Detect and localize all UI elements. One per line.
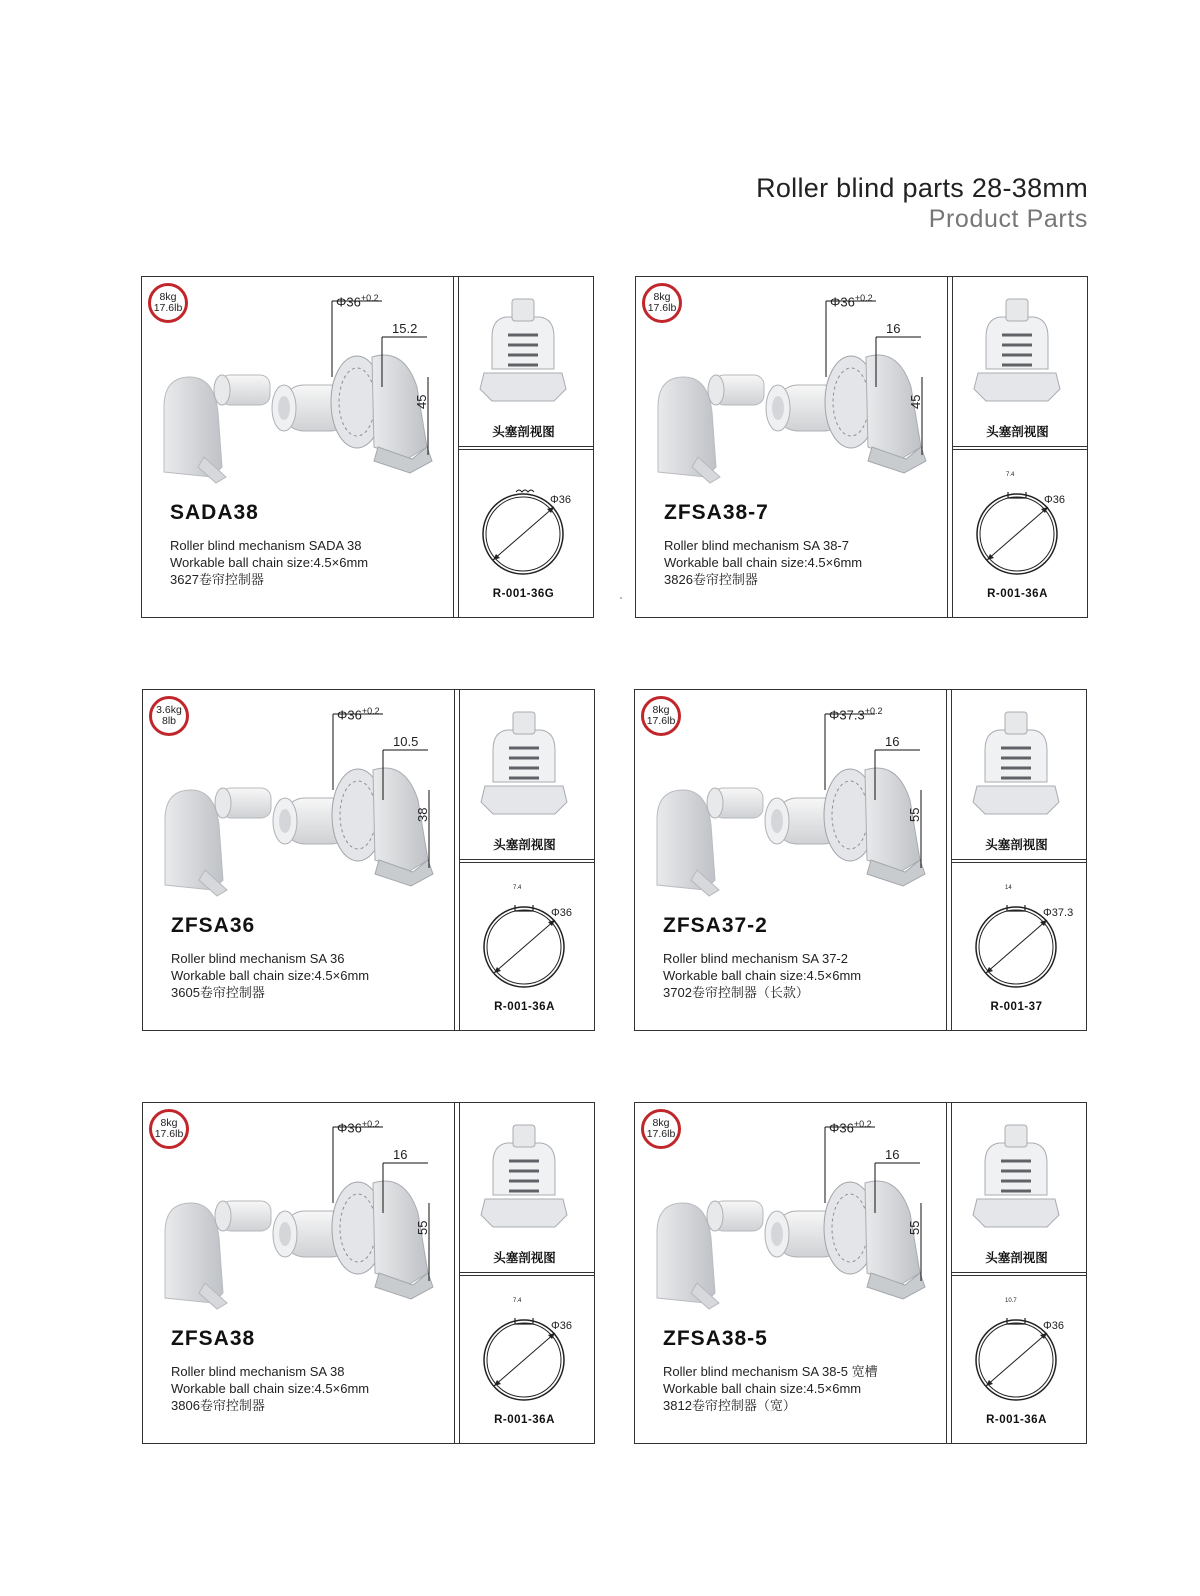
model-description <box>171 1363 369 1414</box>
tube-code: R-001-36A <box>494 1414 555 1426</box>
dimension-annotations <box>636 277 948 497</box>
tube-profile-panel <box>947 863 1086 1030</box>
product-main-panel <box>636 277 948 617</box>
chain-size-line: Workable ball chain size:4.5×6mm <box>170 555 369 570</box>
width-dimension: 15.2 <box>392 321 418 336</box>
model-name: ZFSA38-7 <box>664 501 769 524</box>
product-card <box>142 1102 595 1444</box>
slot-width-label: 14 <box>1005 885 1012 891</box>
dimension-annotations <box>635 1103 947 1323</box>
product-main-panel <box>143 690 455 1030</box>
model-name: ZFSA38 <box>171 1327 256 1350</box>
model-name: ZFSA38-5 <box>663 1327 768 1350</box>
badge-lb: 17.6lb <box>153 302 183 314</box>
description-line: Roller blind mechanism SA 38-5 宽槽 <box>663 1364 878 1379</box>
tube-code: R-001-36A <box>494 1001 555 1013</box>
width-dimension: 16 <box>885 1147 900 1162</box>
diameter-label: $\Phi 36^{+0.2}$ <box>830 293 873 310</box>
diameter-label: $\Phi 36^{+0.2}$ <box>337 706 380 723</box>
product-main-panel <box>143 1103 455 1443</box>
height-dimension: 55 <box>415 1220 430 1235</box>
plug-section-panel <box>455 690 594 860</box>
page-subtitle: Product Parts <box>928 205 1088 233</box>
chinese-name-line: 3812卷帘控制器（宽） <box>663 1398 796 1413</box>
plug-section-panel <box>947 1103 1086 1273</box>
model-description <box>663 950 861 1001</box>
description-line: Roller blind mechanism SA 38-7 <box>664 538 849 553</box>
model-description <box>171 950 369 1001</box>
badge-kg: 8kg <box>160 1117 178 1129</box>
page-header <box>756 172 1088 234</box>
dimension-annotations <box>142 277 454 497</box>
chain-size-line: Workable ball chain size:4.5×6mm <box>663 1381 862 1396</box>
product-card <box>634 1102 1087 1444</box>
badge-lb: 17.6lb <box>647 302 677 314</box>
badge-kg: 8kg <box>652 704 670 716</box>
badge-lb: 17.6lb <box>646 715 676 727</box>
section-label: 头塞剖视图 <box>493 1251 556 1265</box>
section-label: 头塞剖视图 <box>985 1251 1048 1265</box>
plug-section-panel <box>948 277 1087 447</box>
badge-kg: 8kg <box>653 291 671 303</box>
chinese-name-line: 3826卷帘控制器 <box>664 572 758 587</box>
slot-width-label: 7.4 <box>1006 472 1015 478</box>
tube-code: R-001-36A <box>987 588 1048 600</box>
section-label: 头塞剖视图 <box>492 425 555 439</box>
width-dimension: 16 <box>886 321 901 336</box>
chain-size-line: Workable ball chain size:4.5×6mm <box>663 968 862 983</box>
description-line: Roller blind mechanism SADA 38 <box>170 538 362 553</box>
height-dimension: 38 <box>415 807 430 822</box>
diameter-label: $\Phi 36^{+0.2}$ <box>337 1119 380 1136</box>
chinese-name-line: 3702卷帘控制器（长款） <box>663 985 809 1000</box>
chain-size-line: Workable ball chain size:4.5×6mm <box>664 555 863 570</box>
tube-profile-panel <box>948 450 1087 617</box>
tube-diameter-label: Φ36 <box>550 494 572 506</box>
dimension-annotations <box>143 1103 455 1323</box>
tube-profile-panel <box>947 1276 1086 1443</box>
chinese-name-line: 3605卷帘控制器 <box>171 985 265 1000</box>
description-line: Roller blind mechanism SA 36 <box>171 951 345 966</box>
width-dimension: 10.5 <box>393 734 419 749</box>
chain-size-line: Workable ball chain size:4.5×6mm <box>171 968 370 983</box>
plug-section-panel <box>455 1103 594 1273</box>
height-dimension: 55 <box>907 1220 922 1235</box>
tube-diameter-label: Φ36 <box>551 1320 573 1332</box>
tube-profile-panel <box>454 450 593 617</box>
model-name: SADA38 <box>170 501 259 524</box>
slot-width-label: 7.4 <box>513 1298 522 1304</box>
chinese-name-line: 3806卷帘控制器 <box>171 1398 265 1413</box>
product-main-panel <box>635 690 947 1030</box>
tube-code: R-001-36A <box>986 1414 1047 1426</box>
diameter-label: $\Phi 36^{+0.2}$ <box>336 293 379 310</box>
width-dimension: 16 <box>393 1147 408 1162</box>
stray-dot <box>620 597 622 599</box>
product-main-panel <box>142 277 454 617</box>
product-main-panel <box>635 1103 947 1443</box>
badge-kg: 8kg <box>159 291 177 303</box>
plug-section-panel <box>947 690 1086 860</box>
section-label: 头塞剖视图 <box>985 838 1048 852</box>
diameter-label: $\Phi 36^{+0.2}$ <box>829 1119 872 1136</box>
badge-kg: 8kg <box>652 1117 670 1129</box>
height-dimension: 45 <box>908 394 923 409</box>
model-name: ZFSA37-2 <box>663 914 768 937</box>
dimension-annotations <box>635 690 947 910</box>
tube-code: R-001-37 <box>990 1001 1043 1013</box>
tube-diameter-label: Φ37.3 <box>1043 907 1074 919</box>
product-card <box>142 689 595 1031</box>
height-dimension: 45 <box>414 394 429 409</box>
tube-diameter-label: Φ36 <box>551 907 573 919</box>
slot-width-label: 7.4 <box>513 885 522 891</box>
tube-profile-panel <box>455 863 594 1030</box>
badge-lb: 8lb <box>161 715 176 727</box>
tube-code: R-001-36G <box>492 588 555 600</box>
badge-lb: 17.6lb <box>646 1128 676 1140</box>
model-description <box>663 1363 878 1414</box>
description-line: Roller blind mechanism SA 37-2 <box>663 951 848 966</box>
section-label: 头塞剖视图 <box>986 425 1049 439</box>
product-card <box>141 276 594 618</box>
page-title: Roller blind parts 28-38mm <box>756 173 1088 203</box>
section-label: 头塞剖视图 <box>493 838 556 852</box>
chain-size-line: Workable ball chain size:4.5×6mm <box>171 1381 370 1396</box>
tube-diameter-label: Φ36 <box>1044 494 1066 506</box>
diameter-label: $\Phi 37.3^{+0.2}$ <box>829 706 883 723</box>
model-name: ZFSA36 <box>171 914 256 937</box>
width-dimension: 16 <box>885 734 900 749</box>
badge-lb: 17.6lb <box>154 1128 184 1140</box>
product-card <box>635 276 1088 618</box>
slot-width-label: 10.7 <box>1005 1298 1017 1304</box>
dimension-annotations <box>143 690 455 910</box>
product-card <box>634 689 1087 1031</box>
badge-kg: 3.6kg <box>156 704 182 716</box>
tube-profile-panel <box>455 1276 594 1443</box>
description-line: Roller blind mechanism SA 38 <box>171 1364 345 1379</box>
plug-section-panel <box>454 277 593 447</box>
tube-diameter-label: Φ36 <box>1043 1320 1065 1332</box>
height-dimension: 55 <box>907 807 922 822</box>
model-description <box>170 537 368 588</box>
chinese-name-line: 3627卷帘控制器 <box>170 572 264 587</box>
model-description <box>664 537 862 588</box>
